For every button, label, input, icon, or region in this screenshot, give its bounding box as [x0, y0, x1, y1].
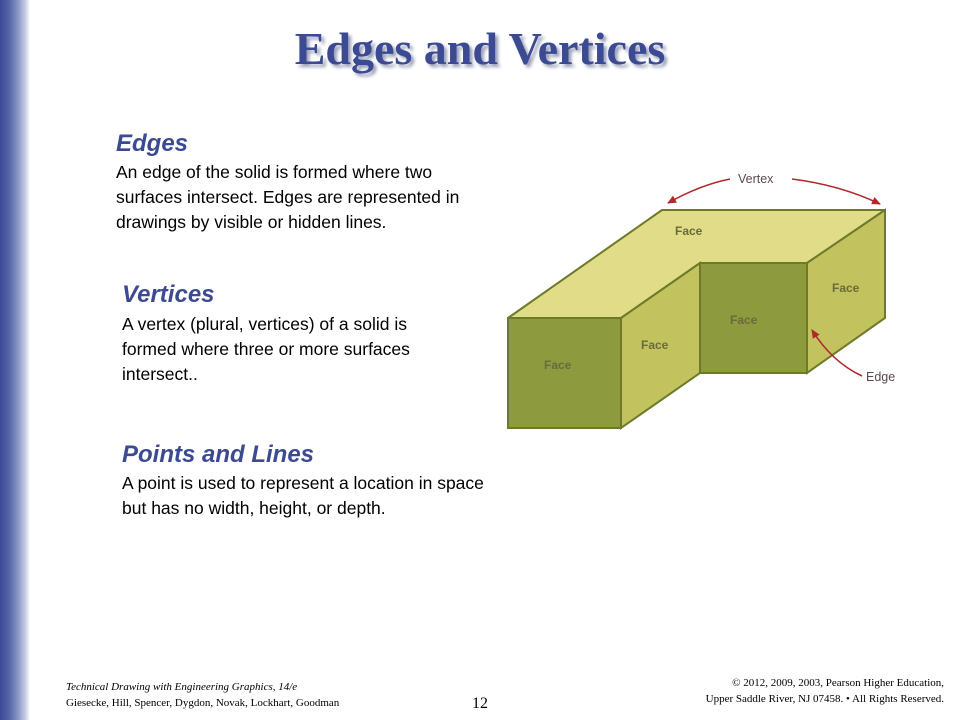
face-label-top: Face	[675, 224, 703, 238]
face-label-inner-front: Face	[730, 313, 758, 327]
footer-copyright	[706, 675, 944, 707]
edges-description	[116, 160, 459, 235]
page-number: 12	[472, 695, 488, 712]
edge-label: Edge	[866, 370, 896, 384]
edges-line-3: drawings by visible or hidden lines.	[116, 212, 387, 232]
edges-line-2: surfaces intersect. Edges are represented in	[116, 187, 460, 207]
vertex-arrow-left	[668, 179, 730, 203]
copyright-line-1: © 2012, 2009, 2003, Pearson Higher Education,	[732, 677, 944, 689]
vertex-label: Vertex	[738, 172, 774, 186]
vertices-heading: Vertices	[122, 281, 215, 308]
vertices-line-3: intersect..	[122, 364, 198, 384]
vertices-line-2: formed where three or more surfaces	[122, 339, 410, 359]
vertices-description	[122, 312, 410, 387]
edges-heading: Edges	[116, 130, 189, 157]
left-gradient-bar	[0, 0, 30, 720]
book-title: Technical Drawing with Engineering Graphics, 14/e	[66, 681, 298, 693]
left-front-face	[508, 318, 621, 428]
points-lines-description	[122, 471, 484, 521]
edges-line-1: An edge of the solid is formed where two	[116, 162, 433, 182]
copyright-line-2: Upper Saddle River, NJ 07458. • All Rights Reserved.	[705, 693, 944, 705]
solid-diagram	[498, 160, 918, 440]
face-label-left-front: Face	[544, 358, 572, 372]
points-lines-line-1: A point is used to represent a location in space	[122, 473, 484, 493]
face-label-inner-side: Face	[641, 338, 669, 352]
face-label-right: Face	[832, 281, 860, 295]
slide-title: Edges and Vertices	[294, 23, 666, 74]
points-lines-line-2: but has no width, height, or depth.	[122, 498, 386, 518]
points-lines-heading: Points and Lines	[122, 441, 315, 468]
vertex-arrow-right	[792, 179, 880, 204]
book-authors: Giesecke, Hill, Spencer, Dygdon, Novak, Lockhart, Goodman	[66, 697, 340, 709]
vertices-line-1: A vertex (plural, vertices) of a solid is	[122, 314, 407, 334]
